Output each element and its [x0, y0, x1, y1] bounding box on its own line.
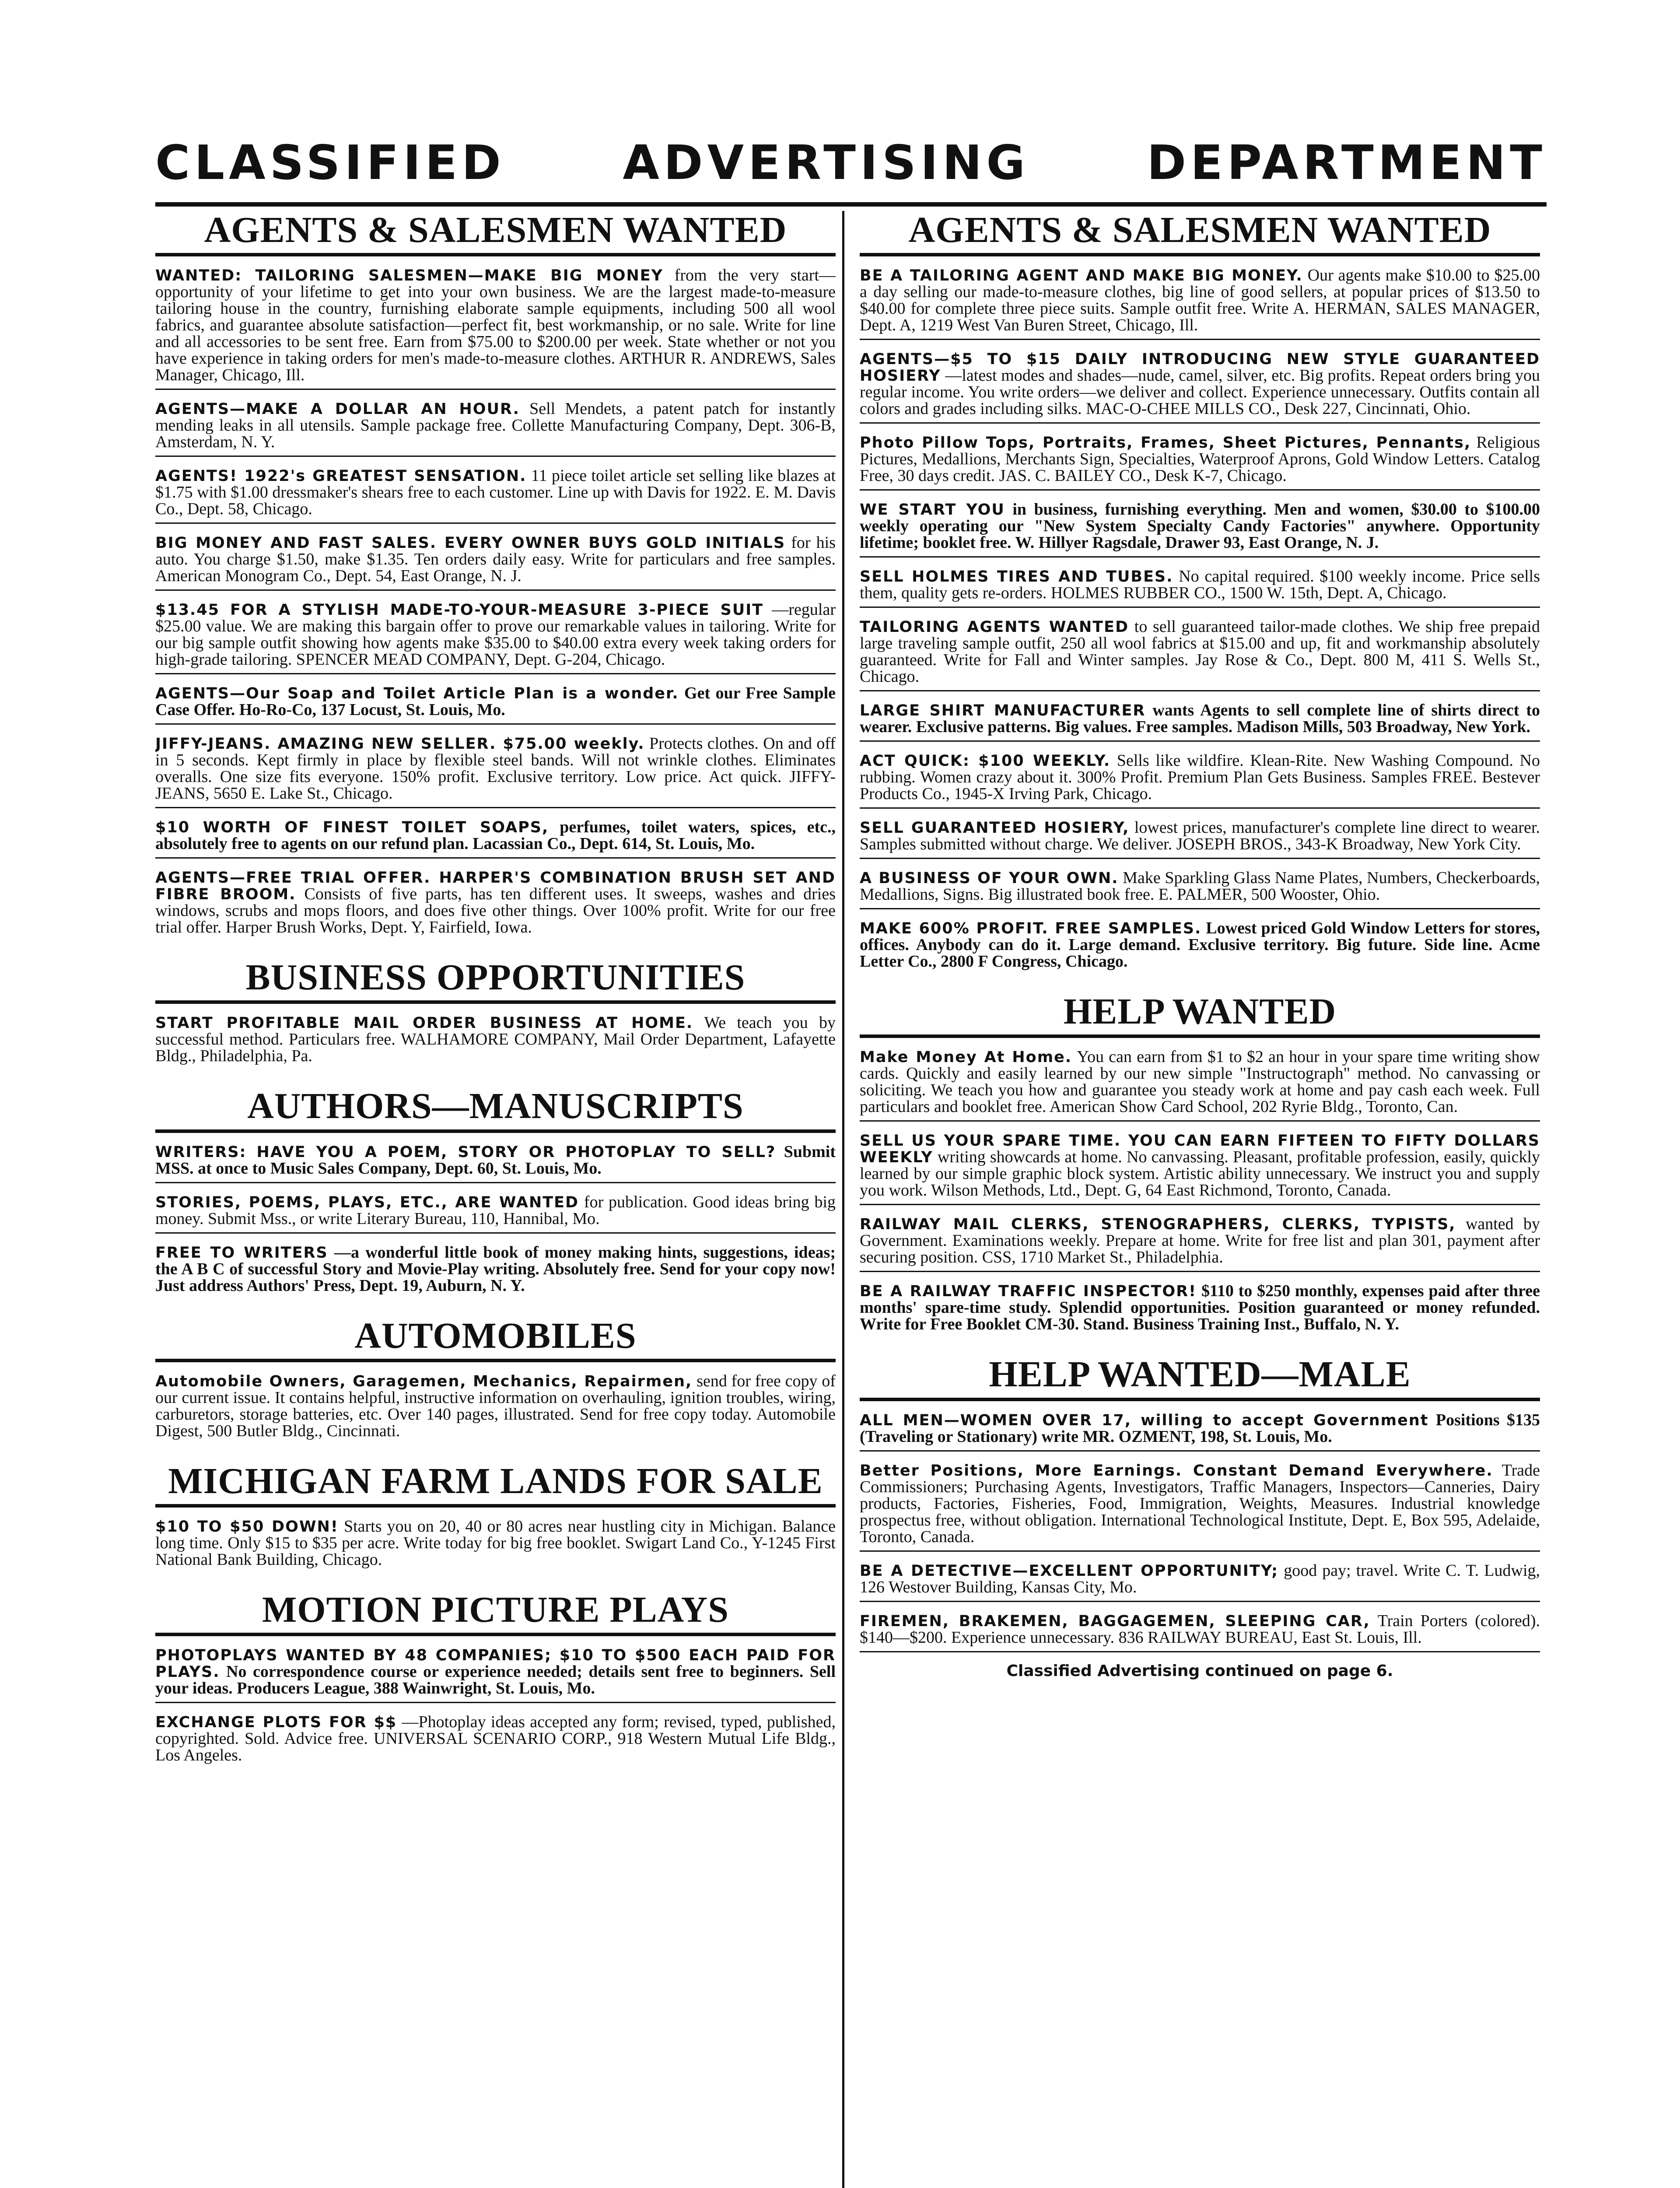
ad-body: No capital required. $100 weekly income. Price sells them, quality gets re-orders. HOLMES RUBBER CO., 1500 W. 15th, Dept. A, Chicago.: [860, 567, 1540, 603]
ad-lead: A BUSINESS OF YOUR OWN.: [860, 870, 1119, 887]
section-heading: HELP WANTED: [860, 988, 1540, 1038]
classified-ad: [155, 813, 836, 859]
ad-body: Religious Pictures, Medallions, Merchants Sign, Specialties, Waterproof Aprons, Gold Window Letters. Catalog Free, 30 days credit. JAS. C. BAILEY CO., Desk K-7, Chicago.: [860, 433, 1540, 485]
ad-body: Make Sparkling Glass Name Plates, Numbers, Checkerboards, Medallions, Signs. Big illustrated book free. E. PALMER, 500 Wooster, Ohio.: [860, 869, 1540, 904]
continued-note: Classified Advertising continued on page 6.: [1006, 1662, 1393, 1680]
ad-body: We teach you by successful method. Particulars free. WALHAMORE COMPANY, Mail Order Department, Lafayette Bldg., Philadelphia, Pa.: [155, 1013, 836, 1066]
ad-body: lowest prices, manufacturer's complete line direct to wearer. Samples submitted without charge. We deliver. JOSEPH BROS., 343-K Broadway, New York City.: [860, 818, 1540, 854]
ad-lead: SELL GUARANTEED HOSIERY,: [860, 819, 1130, 837]
ad-body: 11 piece toilet article set selling like blazes at $1.75 with $1.00 dressmaker's shears free to each customer. Line up with Davis for 1922. E. M. Davis Co., Dept. 58, Chicago.: [155, 466, 836, 519]
ad-lead: Photo Pillow Tops, Portraits, Frames, Sheet Pictures, Pennants,: [860, 434, 1471, 452]
classified-ad: [155, 528, 836, 591]
ad-lead: WE START YOU: [860, 501, 1005, 519]
classified-ad: [860, 863, 1540, 909]
ad-lead: SELL HOLMES TIRES AND TUBES.: [860, 568, 1173, 586]
classified-ad: [155, 261, 836, 390]
ad-body: send for free copy of our current issue. It contains helpful, instructive information on overhauling, ignition troubles, wiring, carburetors, storage batteries, etc. Over 140 pages, illustrated. Send for free copy today. Automobile Digest, 500 Butler Bldg., Cincinnati.: [155, 1371, 836, 1440]
ad-lead: AGENTS—$5 TO $15 DAILY INTRODUCING NEW STYLE GUARANTEED HOSIERY: [860, 351, 1540, 385]
left-column: [155, 211, 836, 2188]
masthead-word: DEPARTMENT: [1147, 135, 1547, 190]
ad-body: writing showcards at home. No canvassing. Pleasant, profitable profession, easily, quickly learned by our simple graphic block system. Artistic ability unnecessary. We instruct you and supply you work. Wilson Methods, Ltd., Dept. G, 64 East Richmond, Toronto, Canada.: [860, 1148, 1540, 1200]
column-divider: [842, 211, 844, 2188]
ad-body: wants Agents to sell complete line of shirts direct to wearer. Exclusive patterns. Big values. Free samples. Madison Mills, 503 Broadway, New York.: [860, 701, 1540, 736]
ad-body: Sells like wildfire. Klean-Rite. New Washing Compound. No rubbing. Women crazy about it. 300% Profit. Premium Plan Gets Business. Samples FREE. Bestever Products Co., 1945-X Irving Park, Chicago.: [860, 751, 1540, 803]
classified-ad: [860, 746, 1540, 809]
classified-ad: [155, 1367, 836, 1445]
ad-body: Get our Free Sample Case Offer. Ho-Ro-Co, 137 Locust, St. Louis, Mo.: [155, 684, 836, 719]
ad-lead: STORIES, POEMS, PLAYS, ETC., ARE WANTED: [155, 1193, 579, 1211]
classified-ad: [860, 495, 1540, 558]
ad-body: in business, furnishing everything. Men and women, $30.00 to $100.00 weekly operating our "New System Specialty Candy Factories" anywhere. Opportunity lifetime; booklet free. W. Hillyer Ragsdale, Drawer 93, East Orange, N. J.: [860, 500, 1540, 552]
ad-body: Train Porters (colored). $140—$200. Experience unnecessary. 836 RAILWAY BUREAU, East St. Louis, Ill.: [860, 1611, 1540, 1647]
ad-lead: AGENTS—FREE TRIAL OFFER. HARPER'S COMBINATION BRUSH SET AND FIBRE BROOM.: [155, 869, 836, 904]
classified-ad: [155, 679, 836, 725]
classified-ad: [155, 1708, 836, 1769]
ad-lead: RAILWAY MAIL CLERKS, STENOGRAPHERS, CLERKS, TYPISTS,: [860, 1216, 1456, 1234]
classified-ad: [155, 394, 836, 457]
classified-ad: [155, 1188, 836, 1234]
ad-body: You can earn from $1 to $2 an hour in your spare time writing show cards. Quickly and easily learned by our new simple "Instructograph" method. No canvassing or soliciting. We teach you how and guarantee you steady work at home and pay cash each week. Full particulars and booklet free. American Show Card School, 202 Ryrie Bldg., Toronto, Can.: [860, 1048, 1540, 1116]
section-heading: AUTOMOBILES: [155, 1312, 836, 1362]
ad-lead: EXCHANGE PLOTS FOR $$: [155, 1714, 397, 1732]
classified-ad: [155, 1238, 836, 1299]
classified-ad: [155, 461, 836, 524]
ad-lead: AGENTS—MAKE A DOLLAR AN HOUR.: [155, 400, 520, 418]
classified-ad: [155, 1137, 836, 1183]
classified-ad: [860, 428, 1540, 491]
classified-ad: [860, 261, 1540, 340]
classified-ad: [860, 1276, 1540, 1338]
ad-lead: AGENTS—Our Soap and Toilet Article Plan is a wonder.: [155, 685, 679, 703]
classified-ad: [860, 914, 1540, 975]
ad-lead: Automobile Owners, Garagemen, Mechanics, Repairmen,: [155, 1372, 693, 1390]
classified-ad: [155, 1641, 836, 1703]
ad-lead: AGENTS! 1922's GREATEST SENSATION.: [155, 467, 527, 485]
classified-ad: [860, 612, 1540, 691]
classified-ad: [860, 1606, 1540, 1652]
ad-lead: PHOTOPLAYS WANTED BY 48 COMPANIES; $10 TO $500 EACH PAID FOR PLAYS.: [155, 1647, 836, 1681]
classified-ad: [860, 813, 1540, 859]
masthead: [155, 123, 1547, 202]
ad-lead: MAKE 600% PROFIT. FREE SAMPLES.: [860, 920, 1202, 938]
ad-lead: WRITERS: HAVE YOU A POEM, STORY OR PHOTOPLAY TO SELL?: [155, 1143, 776, 1161]
ad-body: for his auto. You charge $1.50, make $1.35. Ten orders daily easy. Write for particulars and free samples. American Monogram Co., Dept. 54, East Orange, N. J.: [155, 533, 836, 586]
classified-ad: [155, 595, 836, 674]
ad-body: to sell guaranteed tailor-made clothes. We ship free prepaid large traveling sample outfit, 250 all wool fabrics at $15.00 and up, fit and workmanship absolutely guaranteed. Write for Fall and Winter samples. Jay Rose & Co., Dept. 800 M, 411 S. Wells St., Chicago.: [860, 617, 1540, 686]
section-heading: HELP WANTED—MALE: [860, 1351, 1540, 1401]
ad-body: Protects clothes. On and off in 5 seconds. Kept firmly in place by flexible steel bands. Will not wrinkle clothes. Eliminates overalls. One size fits everyone. 150% profit. Exclusive territory. Low price. Act quick. JIFFY-JEANS, 5650 E. Lake St., Chicago.: [155, 734, 836, 803]
classified-ad: [155, 1512, 836, 1573]
ad-lead: FREE TO WRITERS: [155, 1244, 328, 1262]
section-heading: AGENTS & SALESMEN WANTED: [860, 211, 1540, 256]
ad-body: Starts you on 20, 40 or 80 acres near hustling city in Michigan. Balance long time. Only $15 to $35 per acre. Write today for big free booklet. Swigart Land Co., Y-1245 First National Bank Building, Chicago.: [155, 1517, 836, 1569]
ad-lead: $10 TO $50 DOWN!: [155, 1518, 339, 1536]
right-column: [860, 211, 1540, 2188]
classified-ad: [155, 1008, 836, 1069]
ad-lead: JIFFY-JEANS. AMAZING NEW SELLER. $75.00 weekly.: [155, 735, 645, 753]
ad-lead: TAILORING AGENTS WANTED: [860, 618, 1129, 636]
ad-body: perfumes, toilet waters, spices, etc., absolutely free to agents on our refund plan. Lacassian Co., Dept. 614, St. Louis, Mo.: [155, 818, 836, 853]
classified-ad: [860, 562, 1540, 608]
ad-body: Submit MSS. at once to Music Sales Company, Dept. 60, St. Louis, Mo.: [155, 1142, 836, 1178]
ad-body: —Photoplay ideas accepted any form; revised, typed, published, copyrighted. Sold. Advice free. UNIVERSAL SCENARIO CORP., 918 Western Mutual Life Bldg., Los Angeles.: [155, 1713, 836, 1765]
ad-body: —a wonderful little book of money making hints, suggestions, ideas; the A B C of successful Story and Movie-Play writing. Absolutely free. Send for your copy now! Just address Authors' Press, Dept. 19, Auburn, N. Y.: [155, 1243, 836, 1295]
ad-lead: FIREMEN, BRAKEMEN, BAGGAGEMEN, SLEEPING CAR,: [860, 1612, 1370, 1630]
ad-body: Consists of five parts, has ten different uses. It sweeps, washes and dries windows, scrubs and mops floors, and does five other things. Over 100% profit. Write for our free trial offer. Harper Brush Works, Dept. Y, Fairfield, Iowa.: [155, 885, 836, 937]
ad-lead: $13.45 FOR A STYLISH MADE-TO-YOUR-MEASURE 3-PIECE SUIT: [155, 601, 764, 619]
ad-lead: BE A TAILORING AGENT AND MAKE BIG MONEY.: [860, 267, 1303, 285]
ad-body: wanted by Government. Examinations weekly. Prepare at home. Write for free list and plan 301, payment after securing position. CSS, 1710 Market St., Philadelphia.: [860, 1215, 1540, 1267]
ad-lead: ACT QUICK: $100 WEEKLY.: [860, 752, 1111, 770]
ad-lead: ALL MEN—WOMEN OVER 17, willing to accept Government: [860, 1411, 1429, 1429]
classified-ad: [860, 1456, 1540, 1552]
ad-lead: Better Positions, More Earnings. Constant Demand Everywhere.: [860, 1462, 1493, 1480]
ad-body: for publication. Good ideas bring big money. Submit Mss., or write Literary Bureau, 110, Hannibal, Mo.: [155, 1192, 836, 1228]
classified-ad: [860, 1042, 1540, 1122]
classified-ad: [860, 696, 1540, 742]
ad-lead: $10 WORTH OF FINEST TOILET SOAPS,: [155, 819, 549, 837]
ad-lead: BE A DETECTIVE—EXCELLENT OPPORTUNITY;: [860, 1562, 1279, 1580]
section-heading: MOTION PICTURE PLAYS: [155, 1586, 836, 1636]
classified-ad: [860, 1406, 1540, 1452]
section-heading: BUSINESS OPPORTUNITIES: [155, 954, 836, 1004]
masthead-word: ADVERTISING: [623, 135, 1030, 190]
masthead-rule: [155, 202, 1547, 207]
classified-ad: [860, 1210, 1540, 1272]
classified-ad: [155, 729, 836, 808]
ad-body: —regular $25.00 value. We are making this bargain offer to prove our remarkable values in tailoring. Write for our big sample outfit showing how agents make $35.00 to $40.00 extra every week taking orders for high-grade tailoring. SPENCER MEAD COMPANY, Dept. G-204, Chicago.: [155, 600, 836, 669]
section-heading: AUTHORS—MANUSCRIPTS: [155, 1083, 836, 1133]
classified-ad: [860, 1556, 1540, 1602]
ad-lead: START PROFITABLE MAIL ORDER BUSINESS AT HOME.: [155, 1014, 693, 1032]
ad-body: $110 to $250 monthly, expenses paid after three months' spare-time study. Splendid opportunities. Position guaranteed or money refunded. Write for Free Booklet CM-30. Stand. Business Training Inst., Buffalo, N. Y.: [860, 1282, 1540, 1334]
ad-lead: LARGE SHIRT MANUFACTURER: [860, 702, 1146, 720]
ad-body: Sell Mendets, a patent patch for instantly mending leaks in all utensils. Sample package free. Collette Manufacturing Company, Dept. 306-B, Amsterdam, N. Y.: [155, 400, 836, 452]
ad-body: Trade Commissioners; Purchasing Agents, Investigators, Traffic Managers, Inspectors—Canneries, Dairy products, Factories, Fisheries, Food, Immigration, Weights, Measures. Industrial knowledge prospectus free, without obligation. International Technological Institute, Dept. E, Box 595, Adelaide, Toronto, Canada.: [860, 1461, 1540, 1546]
ad-body: good pay; travel. Write C. T. Ludwig, 126 Westover Building, Kansas City, Mo.: [860, 1561, 1540, 1596]
ad-body: Lowest priced Gold Window Letters for stores, offices. Anybody can do it. Large demand. Exclusive territory. Big future. Side line. Acme Letter Co., 2800 F Congress, Chicago.: [860, 919, 1540, 971]
masthead-word: CLASSIFIED: [155, 135, 505, 190]
ad-lead: BE A RAILWAY TRAFFIC INSPECTOR!: [860, 1283, 1197, 1301]
ad-body: —latest modes and shades—nude, camel, silver, etc. Big profits. Repeat orders bring you regular income. You write orders—we deliver and collect. Experience unnecessary. Outfits contain all colors and grades including silks. MAC-O-CHEE MILLS CO., Desk 227, Cincinnati, Ohio.: [860, 366, 1540, 418]
section-heading: AGENTS & SALESMEN WANTED: [155, 211, 836, 256]
ad-lead: Make Money At Home.: [860, 1048, 1072, 1066]
classified-ad: [155, 863, 836, 941]
section-heading: MICHIGAN FARM LANDS FOR SALE: [155, 1458, 836, 1508]
ad-body: No correspondence course or experience needed; details sent free to beginners. Sell your ideas. Producers League, 388 Wainwright, St. Louis, Mo.: [155, 1662, 836, 1698]
ad-lead: BIG MONEY AND FAST SALES. EVERY OWNER BUYS GOLD INITIALS: [155, 534, 786, 552]
ad-body: Our agents make $10.00 to $25.00 a day selling our made-to-measure clothes, big line of good sellers, at popular prices of $13.50 to $40.00 for complete three piece suits. Sample outfit free. Write A. HERMAN, SALES MANAGER, Dept. A, 1219 West Van Buren Street, Chicago, Ill.: [860, 266, 1540, 335]
ad-lead: WANTED: TAILORING SALESMEN—MAKE BIG MONEY: [155, 267, 664, 285]
ad-body: from the very start—opportunity of your lifetime to get into your own business. We are the largest made-to-measure tailoring house in the country, furnishing elaborate sample equipments, including 500 all wool fabrics, and guarantee absolute satisfaction—perfect fit, best workmanship, or no sale. Write for line and all accessories to be sent free. Earn from $75.00 to $200.00 per week. State whether or not you have experience in taking orders for men's made-to-measure clothes. ARTHUR R. ANDREWS, Sales Manager, Chicago, Ill.: [155, 266, 836, 385]
ad-lead: SELL US YOUR SPARE TIME. YOU CAN EARN FIFTEEN TO FIFTY DOLLARS WEEKLY: [860, 1132, 1540, 1167]
classified-ad: [860, 344, 1540, 424]
classified-ad: [860, 1126, 1540, 1205]
ad-body: Positions $135 (Traveling or Stationary) write MR. OZMENT, 198, St. Louis, Mo.: [860, 1410, 1540, 1446]
